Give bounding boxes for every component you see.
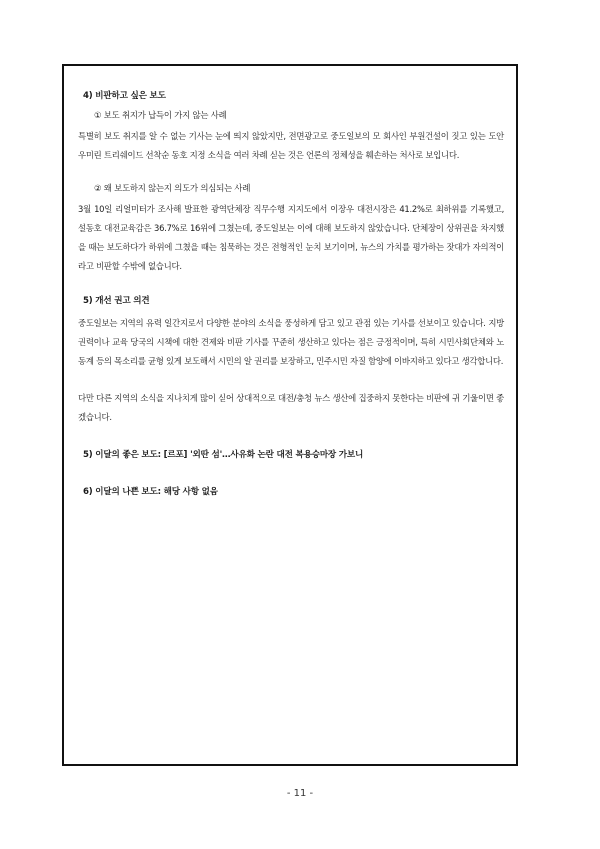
section-4-heading: 4) 비판하고 싶은 보도 [83, 91, 166, 101]
item-2-title: ② 왜 보도하지 않는지 의도가 의심되는 사례 [94, 183, 251, 193]
section-5-paragraph-1: 중도일보는 지역의 유력 일간지로서 다양한 분야의 소식을 풍성하게 담고 있고 관점 있는 기사를 선보이고 있습니다. 지방 권력이나 교육 당국의 시책에 대한 견제와 비판 기사를 꾸준히 생산하고 있다는 점은 긍정적이며, 특히 시민사회단체와 노동계 등의 목소리를 균형 있게 보도해서 시민의 알 권리를 보장하고, 민주시민 자질 함양에 이바지하고 있다고 생각합니다. [78, 318, 504, 366]
page-number: - 11 - [286, 788, 314, 799]
item-1-title: ① 보도 취지가 납득이 가지 않는 사례 [94, 110, 227, 120]
good-report-heading: 5) 이달의 좋은 보도: [르포] '외딴 섬'…사유화 논란 대전 복용승마장 가보니 [83, 450, 364, 460]
item-2-body: 3월 10일 리얼미터가 조사해 발표한 광역단체장 직무수행 지지도에서 이장우 대전시장은 41.2%로 최하위를 기록했고, 설동호 대전교육감은 36.7%로 16위에 그쳤는데, 중도일보는 이에 대해 보도하지 않았습니다. 단체장이 상위권을 차지했을 때는 보도하다가 하위에 그쳤을 때는 침묵하는 것은 전형적인 눈치 보기이며, 뉴스의 가치를 평가하는 잣대가 자의적이라고 비판할 수밖에 없습니다. [78, 204, 504, 271]
document-frame [62, 64, 518, 766]
section-5-paragraph-2: 다만 다른 지역의 소식을 지나치게 많이 싣어 상대적으로 대전/충청 뉴스 생산에 집중하지 못한다는 비판에 귀 기울이면 좋겠습니다. [78, 393, 504, 422]
document-content [78, 90, 504, 505]
bad-report-heading: 6) 이달의 나쁜 보도: 해당 사항 없음 [83, 487, 218, 497]
item-1-body: 특별히 보도 취지를 알 수 없는 기사는 눈에 띄지 않았지만, 전면광고로 중도일보의 모 회사인 부원건설이 짓고 있는 도안 우미린 트리쉐이드 선착순 동호 지정 소식을 여러 차례 싣는 것은 언론의 정체성을 훼손하는 처사로 보입니다. [78, 131, 504, 160]
section-5-heading: 5) 개선 권고 의견 [83, 296, 150, 306]
